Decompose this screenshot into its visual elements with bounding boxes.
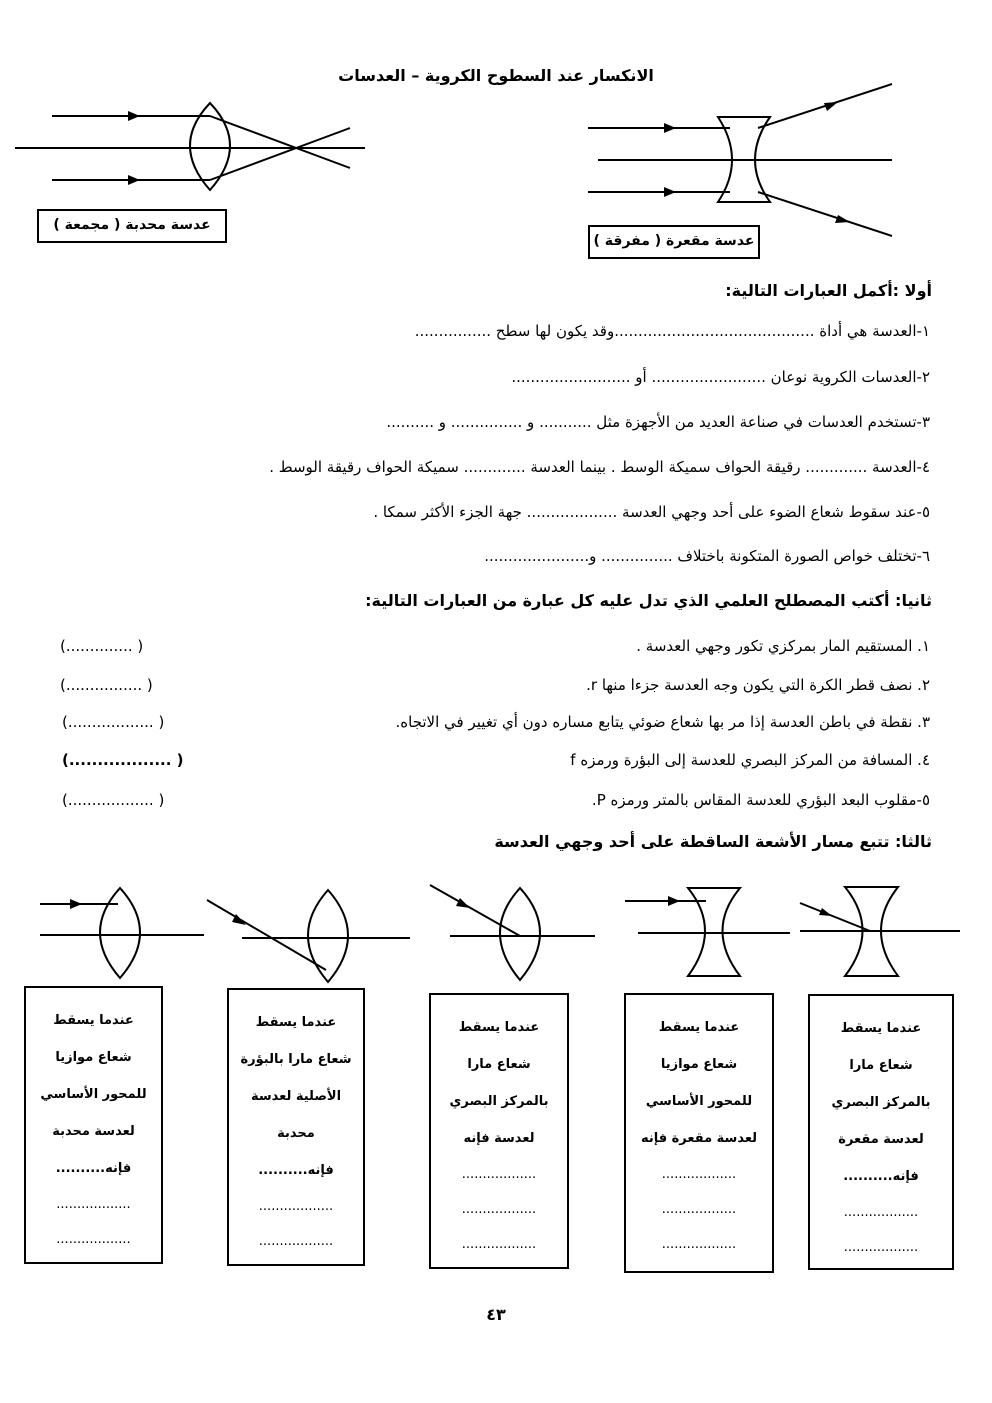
box4-line: محدبة [277, 1126, 315, 1141]
box2-dots: .................. [661, 1167, 737, 1182]
section2-answer-5: (.................. ) [62, 791, 165, 809]
box4-dots: .................. [258, 1234, 334, 1249]
box5-line: شعاع موازيا [55, 1050, 132, 1065]
box2-dots: .................. [661, 1202, 737, 1217]
box5-line: للمحور الأساسي [40, 1087, 147, 1102]
section2-item-3: ٣. نقطة في باطن العدسة إذا مر بها شعاع ضوئي يتابع مساره دون أي تغيير في الاتجاه. [395, 713, 930, 731]
box4-dots: .................. [258, 1199, 334, 1214]
box1-line: شعاع مارا [849, 1058, 913, 1073]
section3-heading: ثالثا: تتبع مسار الأشعة الساقطة على أحد وجهي العدسة [494, 832, 932, 851]
section1-item-1: ١-العدسة هي أداة ..........................................وقد يكون لها سطح ................ [414, 322, 930, 340]
box3-dots: .................. [461, 1237, 537, 1252]
trace-box-2 [624, 993, 774, 1273]
section1-item-4: ٤-العدسة ............. رقيقة الحواف سميكة الوسط . بينما العدسة ............. سميكة الحواف رقيقة الوسط . [269, 458, 930, 476]
trace-box-3 [429, 993, 569, 1269]
box1-line: فإنه.......... [843, 1169, 919, 1184]
box4-line: عندما يسقط [255, 1015, 337, 1030]
section2-heading: ثانيا: أكتب المصطلح العلمي الذي تدل عليه كل عبارة من العبارات التالية: [365, 591, 932, 610]
box1-line: بالمركز البصري [831, 1095, 931, 1110]
trace-box-4 [227, 988, 365, 1266]
section1-item-5: ٥-عند سقوط شعاع الضوء على أحد وجهي العدسة ................... جهة الجزء الأكثر سمكا . [373, 503, 930, 521]
diagram-convex-focus [207, 890, 410, 982]
diagram-convex-center [430, 885, 595, 980]
section2-answer-2: (................ ) [60, 676, 153, 694]
box2-line: عندما يسقط [658, 1020, 740, 1035]
box2-line: للمحور الأساسي [645, 1094, 753, 1109]
section2-item-4: ٤. المسافة من المركز البصري للعدسة إلى البؤرة ورمزه f [570, 751, 930, 769]
box4-line: الأصلية لعدسة [250, 1089, 342, 1104]
box5-dots: .................. [56, 1232, 131, 1247]
page-title: الانكسار عند السطوح الكروية – العدسات [338, 66, 654, 85]
box2-dots: .................. [661, 1237, 737, 1252]
box1-dots: .................. [843, 1205, 919, 1220]
box1-line: لعدسة مقعرة [838, 1132, 924, 1147]
page-number: ٤٣ [486, 1305, 506, 1324]
section2-item-1: ١. المستقيم المار بمركزي تكور وجهي العدسة . [636, 637, 930, 655]
box5-line: لعدسة محدبة [52, 1124, 135, 1139]
section2-item-2: ٢. نصف قطر الكرة التي يكون وجه العدسة جزءا منها r. [586, 676, 930, 694]
section2-answer-1: (.............. ) [60, 637, 144, 655]
box4-line: شعاع مارا بالبؤرة [240, 1052, 352, 1067]
box1-dots: .................. [843, 1240, 919, 1255]
trace-box-1 [808, 994, 954, 1270]
section1-heading: أولا :أكمل العبارات التالية: [725, 281, 932, 300]
box1-line: عندما يسقط [840, 1021, 922, 1036]
box4-line: فإنه.......... [258, 1163, 334, 1178]
box5-dots: .................. [56, 1197, 131, 1212]
box3-line: لعدسة فإنه [463, 1131, 535, 1146]
box2-line: لعدسة مقعرة فإنه [640, 1131, 758, 1146]
box3-line: عندما يسقط [458, 1020, 540, 1035]
box5-line: عندما يسقط [53, 1013, 134, 1028]
box3-dots: .................. [461, 1167, 537, 1182]
concave-lens-label: عدسة مقعرة ( مفرقة ) [588, 225, 760, 259]
section1-item-3: ٣-تستخدم العدسات في صناعة العديد من الأجهزة مثل ........... و ............... و .......... [386, 413, 930, 431]
diagram-convex-parallel [40, 888, 204, 978]
section2-answer-3: (.................. ) [62, 713, 165, 731]
box3-line: شعاع مارا [467, 1057, 531, 1072]
section2-answer-4: (.................. ) [62, 751, 184, 769]
diagram-concave-parallel [625, 888, 790, 976]
trace-box-5 [24, 986, 163, 1264]
convex-lens-label: عدسة محدبة ( مجمعة ) [37, 209, 227, 243]
box5-line: فإنه.......... [55, 1161, 132, 1176]
diagram-concave-center [800, 887, 960, 976]
section1-item-2: ٢-العدسات الكروية نوعان ........................ أو ......................... [511, 368, 930, 386]
section2-item-5: ٥-مقلوب البعد البؤري للعدسة المقاس بالمتر ورمزه P. [591, 791, 930, 809]
section1-item-6: ٦-تختلف خواص الصورة المتكونة باختلاف ............... و...................... [484, 547, 930, 565]
box2-line: شعاع موازيا [660, 1057, 738, 1072]
box3-line: بالمركز البصري [449, 1094, 549, 1109]
box3-dots: .................. [461, 1202, 537, 1217]
